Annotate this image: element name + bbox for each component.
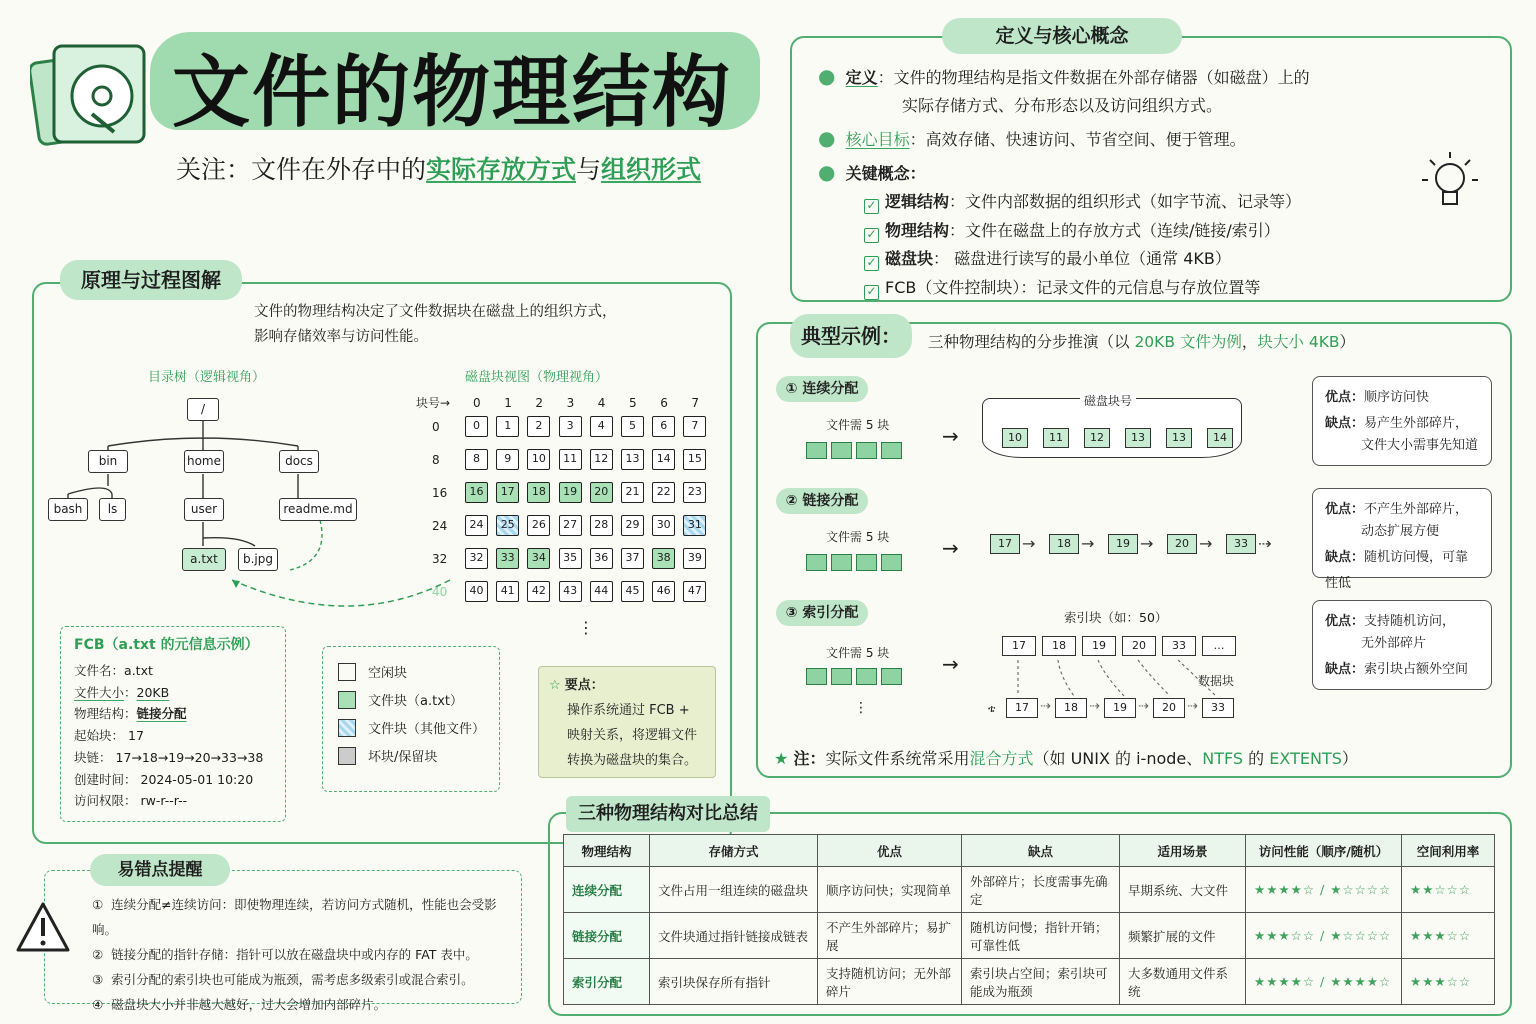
data-block: 17 [1006,698,1038,718]
page-subtitle: 关注：文件在外存中的实际存放方式与组织形式 [176,155,702,184]
data-prefix: ቴ [988,702,996,715]
link-arrow-icon: ⇢ [1258,534,1272,553]
disk-block: 8 [465,449,488,470]
linked-procon: 优点：不产生外部碎片， 动态扩展方便 缺点：随机访问慢，可靠性低 [1312,488,1492,578]
linked-block: 18 [1049,534,1079,554]
disk-block: 14 [652,449,675,470]
disk-col-header: 3 [566,396,575,410]
index-entry: 17 [1002,636,1036,656]
index-block-label: 索引块（如：50） [1064,610,1168,625]
index-entry: 18 [1042,636,1076,656]
disk-block: 17 [496,482,519,503]
tree-node-atxt: a.txt [182,548,226,571]
data-block: 18 [1055,698,1087,718]
data-block: 19 [1104,698,1136,718]
disk-row-header: 24 [432,519,448,533]
link-arrow-icon: → [1199,534,1213,553]
star-icon: ★ [774,749,789,768]
concept-item: ✓ FCB（文件控制块）：记录文件的元信息与存放位置等 [864,274,1498,303]
table-row: 链接分配 文件块通过指针链接成链表 不产生外部碎片；易扩展 随机访问慢；指针开销；可靠性低 频繁扩展的文件 ★★★☆☆ / ★☆☆☆☆ ★★★☆☆ [564,913,1495,959]
link-arrow-icon: ⇢ [1089,699,1100,714]
lightbulb-icon [1412,150,1488,220]
definition-body: ● 定义：文件的物理结构是指文件数据在外部存储器（如磁盘）上的 实际存储方式、分布形态以及访问组织方式。 ● 核心目标：高效存储、快速访问、节省空间、便于管理。 ● 关键概念： ✓ 逻辑结构：文件内部数据的组织形式（如字节流、记录等） ✓ 物理结构：文件在磁盘上的存放方式（连续/链接/索引） ✓ 磁盘块： 磁盘进行读写的最小单位（通常 4KB） ✓ FCB（文件控制块）：记录文件的元信息与存放位置等 [818,62,1498,302]
linked-block: 17 [990,534,1020,554]
disk-block: 6 [652,416,675,437]
disk-block: 5 [621,416,644,437]
star-icon: ☆ [549,678,561,693]
disk-block: 31 [683,515,706,536]
linked-block: 33 [1226,534,1256,554]
compare-tag: 三种物理结构对比总结 [566,796,770,832]
concept-item: ✓ 物理结构：文件在磁盘上的存放方式（连续/链接/索引） [864,217,1498,246]
indexed-file-blocks [806,668,906,689]
disk-block: 39 [683,548,706,569]
contiguous-block: 10 [1002,428,1028,448]
disk-block: 21 [621,482,644,503]
check-icon: ✓ [864,199,879,214]
disk-block: 26 [527,515,550,536]
check-icon: ✓ [864,285,879,300]
definition-tag: 定义与核心概念 [942,18,1182,54]
principle-intro: 文件的物理结构决定了文件数据块在磁盘上的组织方式， 影响存储效率与访问性能。 [254,304,617,345]
disk-row-header: 16 [432,486,448,500]
contiguous-procon: 优点：顺序访问快 缺点：易产生外部碎片， 文件大小需事先知道 [1312,376,1492,466]
disk-block: 20 [590,482,613,503]
block-number-label: 块号→ [416,396,451,410]
key-point-note: ☆ 要点： 操作系统通过 FCB + 映射关系，将逻辑文件 转换为磁盘块的集合。 [538,666,716,778]
indexed-need: 文件需 5 块 [826,646,890,660]
disk-block: 27 [559,515,582,536]
tree-node-bash: bash [48,498,88,521]
indexed-ellipsis: ⋮ [854,700,868,716]
disk-col-header: 5 [629,396,637,410]
list-item: ① 连续分配≠连续访问：即使物理连续，若访问方式随机，性能也会受影响。 [92,897,497,937]
principle-tag: 原理与过程图解 [60,260,242,300]
disk-col-header: 4 [597,396,606,410]
list-item: ④ 磁盘块大小并非越大越好，过大会增加内部碎片。 [92,997,387,1012]
disk-block: 10 [527,449,550,470]
link-arrow-icon: ⇢ [1138,699,1149,714]
arrow-icon: → [942,424,959,448]
contiguous-file-blocks [806,442,906,463]
list-item: ② 链接分配的指针存储：指针可以放在磁盘块中或内存的 FAT 表中。 [92,947,478,962]
arrow-icon: → [942,652,959,676]
table-row: 索引分配 索引块保存所有指针 支持随机访问；无外部碎片 索引块占空间；索引块可能成为瓶颈 大多数通用文件系统 ★★★★☆ / ★★★★☆ ★★★☆☆ [564,959,1495,1005]
index-entry: 33 [1162,636,1196,656]
disk-col-header: 1 [504,396,512,410]
disk-block: 29 [621,515,644,536]
disk-col-header: 0 [473,396,481,410]
linked-need: 文件需 5 块 [826,530,890,544]
legend-file: 文件块（a.txt） [338,688,485,716]
disk-block: 45 [621,581,644,602]
disk-block: 47 [683,581,706,602]
index-entry: 19 [1082,636,1116,656]
linked-block: 20 [1167,534,1197,554]
data-block: 33 [1202,698,1234,718]
disk-block: 30 [652,515,675,536]
disk-ellipsis: ⋮ [578,618,594,637]
disk-block: 40 [465,581,488,602]
disk-block: 3 [559,416,582,437]
contiguous-block: 11 [1043,428,1069,448]
tree-node-home: home [184,450,224,473]
disk-block: 43 [559,581,582,602]
disk-block: 22 [652,482,675,503]
data-block-label: 数据块 [1198,674,1235,688]
disk-row-header: 40 [432,585,448,599]
disk-block: 34 [527,548,550,569]
tree-node-bjpg: b.jpg [238,548,278,571]
disk-block: 25 [496,515,519,536]
disk-block: 18 [527,482,550,503]
tree-node-readme: readme.md [279,498,357,521]
contiguous-tag: ① 连续分配 [776,376,868,402]
disk-block: 7 [683,416,706,437]
disk-block: 35 [559,548,582,569]
disk-block: 44 [590,581,613,602]
disk-block: 46 [652,581,675,602]
index-entry: … [1202,636,1236,656]
table-row: 连续分配 文件占用一组连续的磁盘块 顺序访问快；实现简单 外部碎片；长度需事先确定 早期系统、大文件 ★★★★☆ / ★☆☆☆☆ ★★☆☆☆ [564,867,1495,913]
disk-col-header: 6 [660,396,668,410]
example-intro: 三种物理结构的分步推演（以 20KB 文件为例，块大小 4KB） [928,333,1356,351]
tree-node-docs: docs [279,450,319,473]
mistakes-tag: 易错点提醒 [90,854,230,886]
disk-block: 42 [527,581,550,602]
disk-view-label: 磁盘块视图（物理视角） [465,370,609,385]
linked-tag: ② 链接分配 [776,488,868,514]
disk-block: 9 [496,449,519,470]
warning-icon [14,900,72,954]
disk-block: 15 [683,449,706,470]
list-item: ③ 索引分配的索引块也可能成为瓶颈，需考虑多级索引或混合索引。 [92,972,474,987]
disk-block: 32 [465,548,488,569]
link-arrow-icon: ⇢ [1187,699,1198,714]
contiguous-block: 13 [1166,428,1192,448]
example-tag: 典型示例： [790,314,912,358]
contiguous-need: 文件需 5 块 [826,418,890,432]
disk-block: 41 [496,581,519,602]
example-note: ★ 注：实际文件系统常采用混合方式（如 UNIX 的 i-node、NTFS 的 EXTENTS） [774,749,1358,768]
disk-block: 37 [621,548,644,569]
tree-label: 目录树（逻辑视角） [148,370,266,385]
link-arrow-icon: → [1022,534,1036,553]
disk-row-header: 0 [432,420,440,434]
disk-block: 36 [590,548,613,569]
concept-item: ✓ 磁盘块： 磁盘进行读写的最小单位（通常 4KB） [864,245,1498,274]
disk-block: 0 [465,416,488,437]
disk-row-header: 32 [432,552,448,566]
mapping-arrow [200,540,460,620]
check-icon: ✓ [864,256,879,271]
linked-block: 19 [1108,534,1138,554]
disk-icon [30,34,155,154]
contiguous-block: 14 [1207,428,1233,448]
legend-bad: 坏块/保留块 [338,744,485,772]
disk-block: 38 [652,548,675,569]
disk-block: 16 [465,482,488,503]
tree-node-ls: ls [99,498,126,521]
compare-table: 物理结构 存储方式 优点 缺点 适用场景 访问性能（顺序/随机） 空间利用率 连续分配 文件占用一组连续的磁盘块 顺序访问快；实现简单 外部碎片；长度需事先确定 早期系统、大文件 ★★★★☆ / ★☆☆☆☆ ★★☆☆☆ 链接分配 文件块通过指针链接成链表 不产生外部碎片；易扩展 随机访问慢；指针开销；可靠性低 频繁扩展的文件 ★★★☆☆ / ★☆☆☆☆ ★★★☆☆ 索引分配 索引块保存所有指针 支持随机访问；无外部碎片 索引块占空间；索引块可能成为瓶颈 大多数通用文件系统 ★★★★☆ / ★★★★☆ ★★★☆☆ [563,834,1495,1005]
disk-row-header: 8 [432,453,440,467]
disk-block: 4 [590,416,613,437]
index-entry: 20 [1122,636,1156,656]
linked-file-blocks [806,554,906,575]
tree-node-root: / [187,398,219,421]
legend-free: 空闲块 [338,660,485,688]
arrow-icon: → [942,536,959,560]
disk-block: 24 [465,515,488,536]
disk-block: 11 [559,449,582,470]
check-icon: ✓ [864,228,879,243]
fcb-title: FCB（a.txt 的元信息示例） [74,637,259,653]
disk-col-header: 7 [691,396,700,410]
disk-block: 28 [590,515,613,536]
disk-block: 13 [621,449,644,470]
disk-block: 19 [559,482,582,503]
link-arrow-icon: → [1140,534,1154,553]
indexed-tag: ③ 索引分配 [776,600,868,626]
mistakes-list [92,892,516,1017]
disk-block: 12 [590,449,613,470]
disk-block: 33 [496,548,519,569]
tree-node-bin: bin [88,450,128,473]
disk-block: 1 [496,416,519,437]
fcb-rows: 文件名：a.txt 文件大小：20KB 物理结构：链接分配 起始块： 17 块链： 17→18→19→20→33→38 创建时间： 2024-05-01 10:20 访问权限： rw-r--r-- [74,663,264,809]
link-arrow-icon: ⇢ [1040,699,1051,714]
tree-node-user: user [184,498,224,521]
data-block: 20 [1153,698,1185,718]
disk-drum-label: 磁盘块号 [1080,392,1136,409]
link-arrow-icon: → [1081,534,1095,553]
disk-block: 2 [527,416,550,437]
contiguous-block: 13 [1125,428,1151,448]
disk-col-header: 2 [535,396,544,410]
contiguous-block: 12 [1084,428,1110,448]
concept-item: ✓ 逻辑结构：文件内部数据的组织形式（如字节流、记录等） [864,188,1498,217]
indexed-procon: 优点：支持随机访问， 无外部碎片 缺点：索引块占额外空间 [1312,600,1492,690]
index-pointers [990,656,1240,700]
legend-other: 文件块（其他文件） [338,716,485,744]
disk-block: 23 [683,482,706,503]
legend [338,660,485,772]
page-title: 文件的物理结构 [172,48,733,138]
